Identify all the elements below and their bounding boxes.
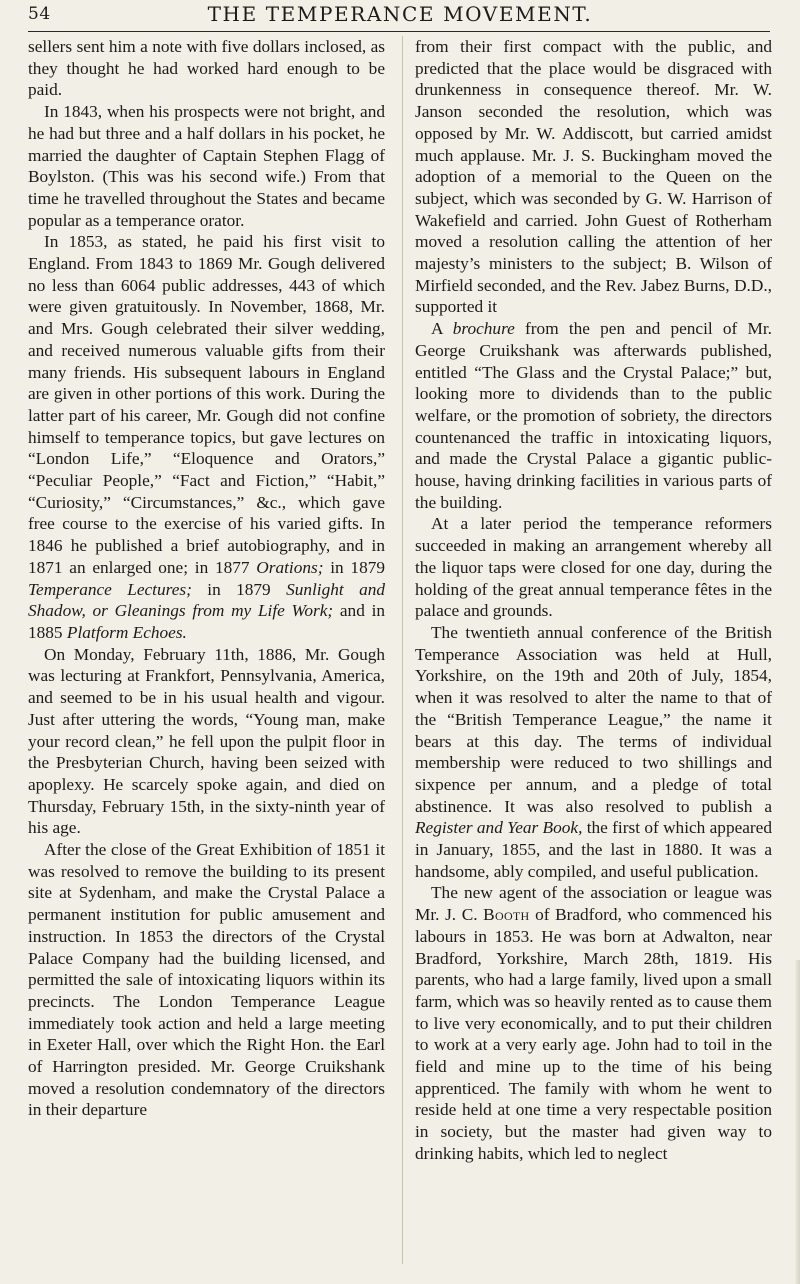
left-column (28, 36, 385, 1121)
paragraph: After the close of the Great Exhibition of 1851 it was resolved to remove the building to its present site at Sydenham, and make the Crystal Palace a permanent institution for public amusement and instruction. In 1853 the directors of the Crystal Palace Company had the building licensed, and permitted the sale of intoxicating liquors within its precincts. The London Temperance League immediately took action and held a large meeting in Exeter Hall, over which the Right Hon. the Earl of Harrington presided. Mr. George Cruikshank moved a resolution condemnatory of the directors in their departure (28, 840, 385, 1120)
italic-word: brochure (452, 319, 515, 339)
page-edge-shadow (795, 960, 800, 1284)
book-title: Sunlight and Shadow, or Gleanings from my Life Work; (28, 579, 386, 621)
paragraph (28, 231, 385, 643)
right-column (415, 36, 772, 1165)
text-run: from the pen and pencil of Mr. George Cruikshank was afterwards published, entitled “The Glass and the Crystal Palace;” but, looking more to dividends than to the public welfare, or the promotion of sobriety, the directors countenanced the traffic in intoxicating liquors, and made the Crystal Palace a gigantic public-house, having drinking facilities in various parts of the building. (415, 319, 773, 512)
column-gutter (402, 36, 403, 1264)
paragraph: from their first compact with the public, and predicted that the place would be disgraced with drunkenness in consequence thereof. Mr. W. Janson seconded the resolution, which was opposed by Mr. W. Addiscott, but carried amidst much applause. Mr. J. S. Buckingham moved the adoption of a memorial to the Queen on the subject, which was seconded by G. W. Harrison of Wakefield and carried. John Guest of Rotherham moved a resolution calling the attention of her majesty’s ministers to the subject; B. Wilson of Mirfield seconded, and the Rev. Jabez Burns, D.D., supported it (415, 37, 772, 317)
book-title: Platform Echoes. (66, 622, 187, 642)
text-run: The new agent of the association or league was Mr. J. C. (415, 883, 772, 925)
paragraph: sellers sent him a note with five dollars inclosed, as they thought he had worked hard enough to be paid. (28, 37, 385, 100)
paragraph (415, 318, 772, 513)
text-run: of Bradford, who commenced his labours in 1853. He was born at Adwalton, near Bradford, Yorkshire, March 28th, 1819. His parents, who had a large family, lived upon a small farm, which was so heavily rented as to cause them to live very economically, and to put their children to work at a very early age. John had to toil in the field and mine up to the time of his being apprenticed. The family with whom he went to reside held at one time a very respectable position in society, but the master had given way to drinking habits, which led to neglect (415, 905, 772, 1163)
header-rule (28, 31, 770, 32)
paragraph: On Monday, February 11th, 1886, Mr. Gough was lecturing at Frankfort, Pennsylvania, America, and seemed to be in his usual health and vigour. Just after uttering the words, “Young man, make your record clean,” he fell upon the pulpit floor in the Presbyterian Church, having been seized with apoplexy. He scarcely spoke again, and died on Thursday, February 15th, in the sixty-ninth year of his age. (28, 644, 385, 838)
book-title: Temperance Lectures; (28, 579, 192, 599)
book-title: Register and Year Book, (415, 818, 583, 838)
person-name: Booth (483, 905, 530, 925)
paragraph (415, 882, 772, 1164)
page-number: 54 (28, 4, 51, 24)
book-title: Orations; (256, 557, 324, 577)
text-run: and in 1885 (28, 601, 386, 642)
text-run: in 1879 (330, 557, 385, 577)
text-run: the first of which appeared in January, 1855, and the last in 1880. It was a handsome, ably compiled, and useful publication. (415, 818, 772, 881)
paragraph: In 1843, when his prospects were not bright, and he had but three and a half dollars in his pocket, he married the daughter of Captain Stephen Flagg of Boylston. (This was his second wife.) From that time he travelled throughout the States and became popular as a temperance orator. (28, 102, 385, 230)
text-run: A (431, 319, 443, 339)
text-run: The twentieth annual conference of the British Temperance Association was held at Hull, Yorkshire, on the 19th and 20th of July, 1854, when it was resolved to alter the name to that of the “British Temperance League,” the name it bears at this day. The terms of individual membership were reduced to two shillings and sixpence per annum, and a pledge of total abstinence. It was also resolved to publish a (415, 622, 772, 816)
running-title: THE TEMPERANCE MOVEMENT. (207, 2, 593, 26)
text-run: in 1879 (207, 579, 271, 599)
text-run: In 1853, as stated, he paid his first visit to England. From 1843 to 1869 Mr. Gough delivered no less than 6064 public addresses, 443 of which were given gratuitously. In November, 1868, Mr. and Mrs. Gough celebrated their silver wedding, and received numerous valuable gifts from their many friends. His subsequent labours in England are given in other portions of this work. During the latter part of his career, Mr. Gough did not confine himself to temperance topics, but gave lectures on “London Life,” “Eloquence and Orators,” “Peculiar People,” “Fact and Fiction,” “Habit,” “Curiosity,” “Circumstances,” &c., which gave free course to the exercise of his varied gifts. In 1846 he published a brief autobiography, and in 1871 an enlarged one; in 1877 (28, 232, 385, 577)
paragraph (415, 622, 772, 882)
paragraph: At a later period the temperance reformers succeeded in making an arrangement whereby all the liquor taps were closed for one day, during the holding of the great annual temperance fêtes in the palace and grounds. (415, 514, 772, 621)
